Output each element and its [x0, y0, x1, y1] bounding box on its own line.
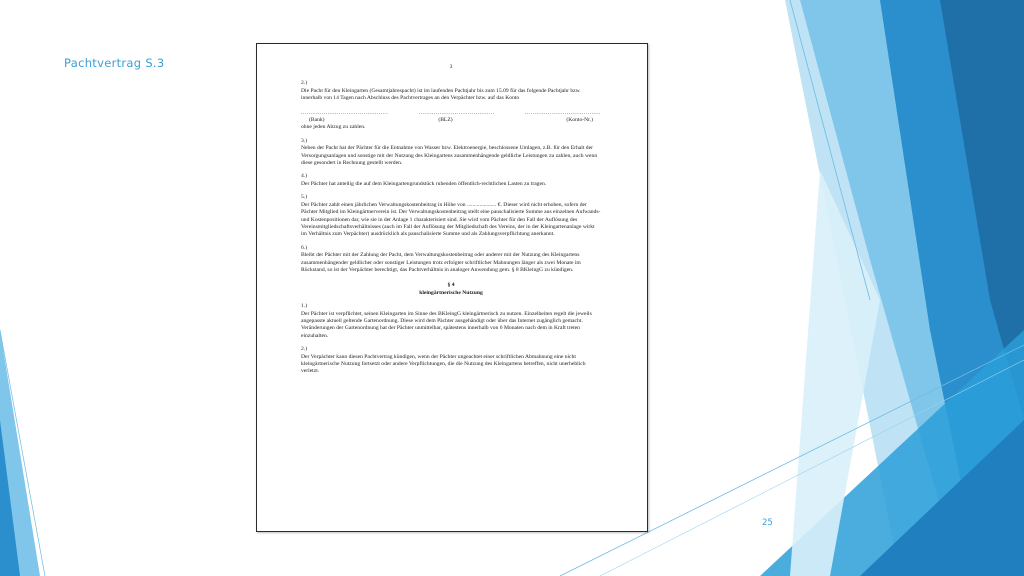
section-5: [301, 194, 601, 238]
blz-dots: ........................................: [418, 109, 495, 116]
section-text: Der Pächter hat anteilig die auf dem Kleingartengrundstück ruhenden öffentlich-rechtlichen Lasten zu tragen.: [301, 180, 547, 187]
section-text: Der Pächter ist verpflichtet, seinen Kleingarten im Sinne des BKleingG kleingärtnerisch zu nutzen. Einzelheiten regelt die jeweils angepasste aktuell geltende Gartenordnung. Diese wird dem Pächter ausgehändigt oder über das Internet zugänglich gemacht. Veränderungen der Gartenordnung hat der Pächter unmittelbar, spätestens innerhalb von 6 Monaten nach dem in Kraft treten einzuhalten.: [301, 310, 592, 339]
section-4: [301, 173, 601, 188]
section-number: 4.): [301, 173, 308, 180]
bank-dotted-lines: [301, 110, 601, 117]
bank-dots: ..............................................: [301, 109, 389, 116]
section-text: Bleibt der Pächter mit der Zahlung der Pacht, dem Verwaltungskostenbeitrag oder anderer mit der Nutzung des Kleingartens zusammenhängender geldlicher oder sonstiger Leistungen trotz erfolgter schriftlicher Mahnungen länger als zwei Monate im Rückstand, so ist der Verpächter berechtigt, das Pachtverhältnis in analoger Anwendung gem. § 8 BKleingG zu kündigen.: [301, 252, 581, 273]
p4-section-1: [301, 303, 601, 340]
bank-labels: [301, 117, 601, 124]
section-number: 6.): [301, 244, 308, 251]
section-6: [301, 245, 601, 275]
section-3: [301, 138, 601, 168]
konto-label: (Konto-Nr.): [566, 117, 593, 124]
section-text: Der Pächter zahlt einen jährlichen Verwaltungskostenbeitrag in Höhe von ..................... €. Dieser wird nicht erhoben, sofern der Pächter Mitglied im Kleingärtnerverein ist. Der Verwaltungskostenbeitrag stellt eine pauschalisierte Summe aus einzelnen Aufwands- und Kostenpositionen dar, wie sie in der Anlage 1 charakterisiert sind. Sie wird vom Pächter für den Fall der Auflösung des Vereinsmitgliedschaftsverhältnisses (auch im Fall der Auflösung der Mitgliedschaft des Vereins, der in der Kleingartenanlage wirkt im Verhältnis zum Verpächter) ausdrücklich als pauschalisierte Summe und als Zahlungsverpflichtung anerkannt.: [301, 201, 601, 238]
section-number: 5.): [301, 194, 308, 201]
section-number: 1.): [301, 303, 308, 310]
paragraph-symbol-heading: § 4: [447, 282, 455, 289]
document-text: [301, 64, 601, 382]
document-scan: [256, 43, 648, 532]
section-text: Die Pacht für den Kleingarten (Gesamtjahrespacht) ist im laufenden Pachtjahr bis zum 15.09 für das folgende Pachtjahr bzw. innerhalb von 14 Tagen nach Abschluss des Pachtvertrages an den Verpächter bzw. auf das Konto: [301, 87, 581, 102]
bank-label: (Bank): [309, 117, 325, 124]
section-number: 2.): [301, 346, 308, 353]
section-number: 2.): [301, 80, 308, 87]
bank-after-text: ohne jeden Abzug zu zahlen.: [301, 124, 366, 131]
section-text: Der Verpächter kann diesen Pachtvertrag kündigen, wenn der Pächter ungeachtet einer schriftlichen Abmahnung eine nicht kleingärtnerische Nutzung fortsetzt oder andere Verpflichtungen, die die Nutzung des Kleingartens betreffen, nicht unerheblich verletzt.: [301, 353, 586, 375]
slide-page-number: 25: [762, 518, 773, 528]
paragraph-4-heading: [301, 282, 601, 297]
section-number: 3.): [301, 137, 308, 144]
section-2: [301, 80, 601, 131]
p4-section-2: [301, 346, 601, 376]
paragraph-subheading: kleingärtnerische Nutzung: [419, 289, 483, 296]
konto-dots: ........................................: [525, 109, 601, 116]
blz-label: (BLZ): [438, 117, 453, 124]
document-page-label: 3: [449, 64, 453, 70]
slide-title: Pachtvertrag S.3: [64, 56, 165, 70]
section-text: Neben der Pacht hat der Pächter für die Entnahme von Wasser bzw. Elektroenergie, beschlossene Umlagen, z.B. für den Erhalt der Versorgungsanlagen und sonstige mit der Nutzung des Kleingartens zusammenhängende geldliche Leistungen zu zahlen, auch wenn diese gesondert in Rechnung gestellt werden.: [301, 145, 598, 167]
